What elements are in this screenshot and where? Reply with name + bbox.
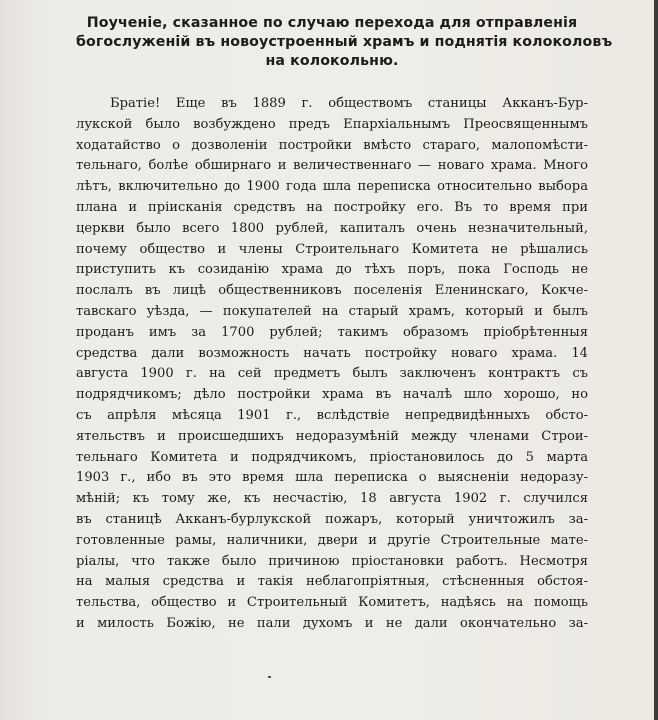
scan-edge-shadow <box>654 0 658 720</box>
text-line: почему общество и члены Строительнаго Комитета не рѣшались <box>76 241 588 257</box>
text-line: тельнаго, болѣе обширнаго и величественнаго — новаго храма. Много <box>76 158 588 174</box>
text-line: въ станицѣ Акканъ-бурлукской пожаръ, который уничтожилъ за- <box>76 511 588 527</box>
text-line: послалъ въ лицѣ общественниковъ поселенія Еленинскаго, Кокче- <box>76 283 588 299</box>
text-line: ріалы, что также было причиною пріостановки работъ. Несмотря <box>76 553 588 569</box>
title-line: на колокольню. <box>265 53 399 69</box>
text-line: тельства, общество и Строительный Комитетъ, надѣясь на помощь <box>76 595 588 611</box>
ink-speck <box>268 676 271 678</box>
text-line: съ апрѣля мѣсяца 1901 г., вслѣдствіе непредвидѣнныхъ обсто- <box>76 407 588 423</box>
text-line: лѣтъ, включительно до 1900 года шла переписка относительно выбора <box>76 179 588 195</box>
text-line: и милость Божію, не пали духомъ и не дали окончательно за- <box>76 615 588 631</box>
text-line: приступить къ созиданію храма до тѣхъ поръ, пока Господь не <box>76 262 588 278</box>
text-line: лукской было возбуждено предъ Епархіальнымъ Преосвященнымъ <box>76 116 588 132</box>
text-line: Братіе! Еще въ 1889 г. обществомъ станицы Акканъ-Бур- <box>110 96 588 111</box>
title-line: Поученіе, сказанное по случаю перехода для отправленія <box>86 15 578 31</box>
sermon-title <box>76 14 613 71</box>
text-line: тельнаго Комитета и подрядчикомъ, пріостановилось до 5 марта <box>76 449 588 465</box>
text-line: мѣній; къ тому же, къ несчастію, 18 августа 1902 г. случился <box>76 491 588 507</box>
title-line: богослуженій въ новоустроенный храмъ и поднятія колоколовъ <box>76 34 613 50</box>
text-line: ходатайство о дозволеніи постройки вмѣсто стараго, малопомѣсти- <box>76 137 588 153</box>
text-line: подрядчикомъ; дѣло постройки храма въ началѣ шло хорошо, но <box>76 387 588 403</box>
text-line: тавскаго уѣзда, — покупателей на старый храмъ, который и былъ <box>76 303 588 319</box>
text-line: проданъ имъ за 1700 рублей; такимъ образомъ пріобрѣтенныя <box>76 324 588 340</box>
text-line: церкви было всего 1800 рублей, капиталъ очень незначительный, <box>76 220 588 236</box>
text-line: на малыя средства и такія неблагопріятныя, стѣсненныя обстоя- <box>76 574 588 590</box>
text-line: готовленные рамы, наличники, двери и другіе Строительные мате- <box>76 532 588 548</box>
text-line: средства дали возможность начать постройку новаго храма. 14 <box>76 345 588 361</box>
text-line: 1903 г., ибо въ это время шла переписка о выясненіи недоразу- <box>76 470 588 486</box>
sermon-body-text <box>76 94 588 635</box>
text-line: ятельствъ и происшедшихъ недоразумѣній между членами Строи- <box>76 428 588 444</box>
text-line: августа 1900 г. на сей предметъ былъ заключенъ контрактъ съ <box>76 366 588 382</box>
text-line: плана и пріисканія средствъ на постройку его. Въ то время при <box>76 199 588 215</box>
